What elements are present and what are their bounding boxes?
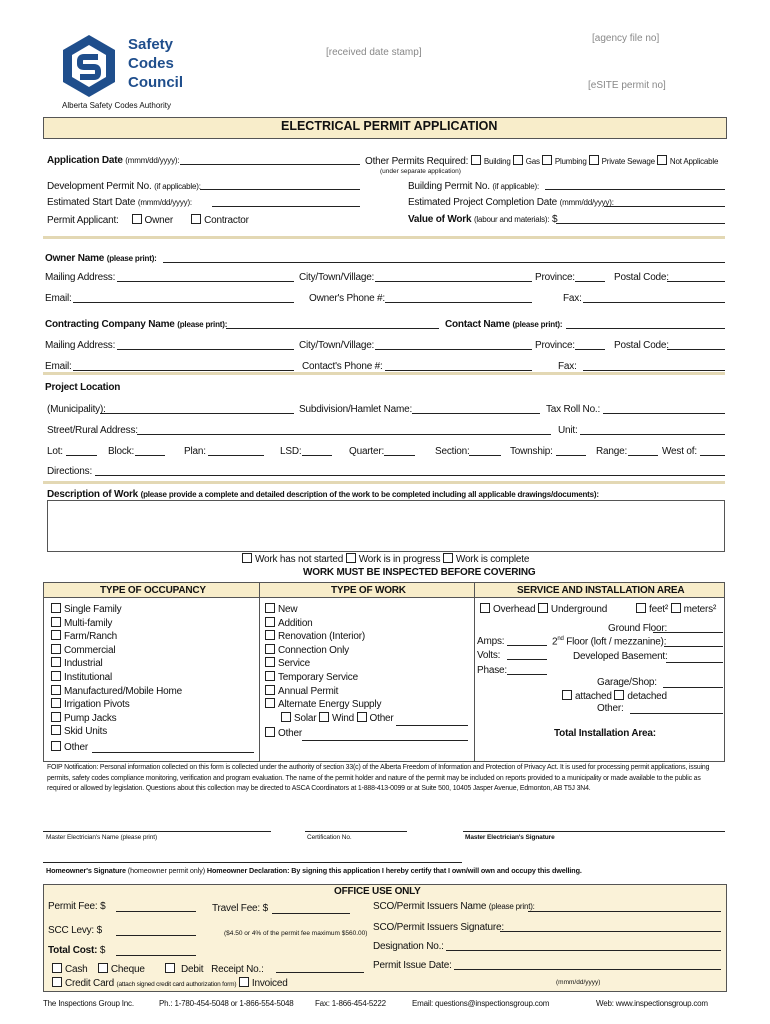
separate-application-note: (under separate application) [380, 168, 461, 175]
work-item[interactable] [265, 617, 394, 631]
contractor-postal-field[interactable] [667, 349, 725, 350]
occupancy-checkbox[interactable] [51, 617, 61, 627]
owner-city-field[interactable] [375, 281, 532, 282]
section-divider [43, 481, 725, 484]
est-completion-format: (mmm/dd/yyyy): [559, 198, 614, 207]
contact-name-label: Contact Name [445, 319, 510, 330]
occupancy-checkbox[interactable] [51, 725, 61, 735]
value-work-note: (labour and materials): [473, 215, 550, 224]
municipality-label: (Municipality): [47, 404, 106, 415]
occupancy-checkbox[interactable] [51, 630, 61, 640]
issue-date-field[interactable] [454, 969, 721, 970]
occupancy-checkbox[interactable] [51, 712, 61, 722]
footer-email[interactable]: Email: questions@inspectionsgroup.com [412, 999, 550, 1008]
feet-checkbox[interactable] [636, 603, 646, 613]
permit-na-label: Not Applicable [669, 157, 719, 166]
app-date-label: Application Date [47, 155, 123, 166]
work-other-field[interactable] [302, 740, 468, 741]
travel-fee-dollar: $ [262, 903, 268, 914]
volts-field[interactable] [507, 659, 547, 660]
work-item[interactable] [265, 698, 394, 712]
work-label: Alternate Energy Supply [278, 699, 382, 711]
cash-label: Cash [65, 964, 88, 975]
cheque-label: Cheque [110, 964, 145, 975]
quarter-label: Quarter: [349, 446, 385, 457]
directions-label: Directions: [47, 466, 93, 477]
contact-name-field[interactable] [566, 328, 725, 329]
levy-note: ($4.50 or 4% of the permit fee maximum $560.00) [224, 930, 368, 937]
logo [60, 33, 190, 103]
basement-label: Developed Basement: [573, 651, 668, 662]
ground-floor-label: Ground Floor: [608, 623, 668, 634]
credit-card-note: (attach signed credit card authorization form) [116, 981, 237, 988]
work-header: TYPE OF WORK [331, 585, 406, 596]
service-header: SERVICE AND INSTALLATION AREA [517, 585, 685, 596]
work-item[interactable] [265, 685, 394, 699]
occupancy-item[interactable] [51, 712, 182, 726]
work-complete-checkbox[interactable] [443, 553, 453, 563]
work-item[interactable] [265, 657, 394, 671]
value-dollar-sign: $ [551, 214, 558, 225]
overhead-checkbox[interactable] [480, 603, 490, 613]
detached-checkbox[interactable] [614, 690, 624, 700]
logo-text-2: Codes [128, 55, 174, 72]
work-in-progress-checkbox[interactable] [346, 553, 356, 563]
energy-other-label: Other [369, 712, 394, 724]
inspection-notice: WORK MUST BE INSPECTED BEFORE COVERING [303, 567, 536, 578]
ground-floor-field[interactable] [653, 632, 723, 633]
cert-no-caption: Certification No. [307, 834, 352, 841]
section-field[interactable] [469, 455, 501, 456]
master-name-caption: Master Electrician's Name (please print) [46, 834, 158, 841]
wind-label: Wind [331, 712, 354, 724]
work-other-label: Other [278, 728, 303, 740]
building-permit-label: Building Permit No. [408, 181, 490, 192]
work-label: Annual Permit [278, 685, 339, 697]
second-floor-sup: nd [557, 636, 564, 642]
scc-levy-field[interactable] [116, 935, 196, 936]
volts-label: Volts: [477, 650, 501, 661]
work-item[interactable] [265, 603, 394, 617]
phase-field[interactable] [507, 674, 547, 675]
occupancy-label: Industrial [64, 658, 103, 670]
west-of-label: West of: [662, 446, 697, 457]
invoiced-label: Invoiced [251, 978, 288, 989]
amps-field[interactable] [507, 645, 547, 646]
amps-label: Amps: [477, 636, 505, 647]
work-label: Connection Only [278, 644, 349, 656]
occupancy-item[interactable] [51, 617, 182, 631]
occupancy-item[interactable] [51, 603, 182, 617]
owner-email-field[interactable] [73, 302, 294, 303]
contractor-city-label: City/Town/Village: [299, 340, 375, 351]
area-other-field[interactable] [630, 713, 723, 714]
west-of-field[interactable] [700, 455, 725, 456]
section-divider [43, 372, 725, 375]
permit-applicant-label: Permit Applicant: [47, 215, 119, 226]
work-checkbox[interactable] [265, 617, 275, 627]
range-field[interactable] [628, 455, 658, 456]
occupancy-checkbox[interactable] [51, 657, 61, 667]
sco-name-field[interactable] [528, 911, 721, 912]
occupancy-checkbox[interactable] [51, 698, 61, 708]
permit-fee-label: Permit Fee: [48, 901, 98, 912]
owner-fax-field[interactable] [583, 302, 725, 303]
permit-gas-label: Gas [525, 157, 540, 166]
total-cost-label: Total Cost: [48, 945, 98, 956]
energy-other-checkbox[interactable] [357, 712, 367, 722]
occupancy-label: Multi-family [64, 617, 113, 629]
sco-name-label: SCO/Permit Issuers Name [373, 901, 487, 912]
street-field[interactable] [137, 434, 551, 435]
plan-field[interactable] [208, 455, 264, 456]
tax-roll-field[interactable] [603, 413, 725, 414]
meters-checkbox[interactable] [671, 603, 681, 613]
owner-postal-label: Postal Code: [614, 272, 669, 283]
owner-postal-field[interactable] [667, 281, 725, 282]
footer-fax: Fax: 1-866-454-5222 [315, 999, 386, 1008]
owner-mailing-field[interactable] [117, 281, 294, 282]
app-date-format: (mmm/dd/yyyy): [125, 156, 180, 165]
energy-other-field[interactable] [396, 725, 468, 726]
sco-name-note: (please print): [488, 902, 535, 911]
foip-notice: FOIP Notification: Personal information collected on this form is collected under the authority of section 33(c) of the Alberta Freedom of Information and Protection of Privacy Act. It is used for processing permit applications, issuing permits, safety codes compliance monitoring, verification and program evaluation. The name of the permit holder and nature of the permit may be included on reports provided to a municipality or made available to the public as required or allowed by legislation. Questions about this collection may be directed to ASCA Coordinators at 1-888-413-0099 or at Suite 500, 10405 Jasper Avenue, Edmonton, AB T5J 3N4. [47, 764, 710, 792]
applicant-owner-label: Owner [144, 215, 174, 226]
lot-label: Lot: [47, 446, 63, 457]
table-col-divider-2 [474, 582, 475, 761]
dev-permit-label: Development Permit No. [47, 181, 152, 192]
office-use-heading: OFFICE USE ONLY [334, 886, 421, 897]
credit-card-checkbox[interactable] [52, 977, 62, 987]
work-list [265, 603, 394, 741]
total-cost-dollar: $ [99, 945, 106, 956]
authority-text: Alberta Safety Codes Authority [62, 101, 171, 110]
total-cost-field[interactable] [116, 955, 196, 956]
owner-name-label: Owner Name [45, 253, 105, 264]
est-start-label: Estimated Start Date [47, 197, 136, 208]
work-checkbox[interactable] [265, 685, 275, 695]
page-title: ELECTRICAL PERMIT APPLICATION [281, 119, 498, 133]
agency-file-no: [agency file no] [592, 33, 660, 44]
contractor-fax-field[interactable] [583, 370, 725, 371]
table-col-divider-1 [259, 582, 260, 761]
est-start-format: (mmm/dd/yyyy): [137, 198, 192, 207]
directions-field[interactable] [95, 475, 725, 476]
energy-options [265, 712, 394, 726]
quarter-field[interactable] [384, 455, 415, 456]
wind-checkbox[interactable] [319, 712, 329, 722]
applicant-contractor-label: Contractor [204, 215, 249, 226]
project-location-heading: Project Location [45, 382, 121, 393]
range-label: Range: [596, 446, 628, 457]
street-label: Street/Rural Address: [47, 425, 138, 436]
section-label: Section: [435, 446, 470, 457]
work-checkbox[interactable] [265, 698, 275, 708]
travel-fee-label: Travel Fee: [212, 903, 261, 914]
designation-field[interactable] [446, 950, 721, 951]
logo-text-3: Council [128, 74, 183, 91]
contractor-phone-field[interactable] [385, 370, 532, 371]
cert-no-field[interactable] [305, 831, 407, 832]
detached-label: detached [627, 691, 667, 702]
applicant-contractor-checkbox[interactable] [191, 214, 201, 224]
subdivision-label: Subdivision/Hamlet Name: [299, 404, 413, 415]
credit-card-label: Credit Card [65, 978, 114, 989]
cash-checkbox[interactable] [52, 963, 62, 973]
work-not-started-checkbox[interactable] [242, 553, 252, 563]
footer-company: The Inspections Group Inc. [43, 999, 134, 1008]
building-permit-note: (if applicable): [492, 182, 539, 191]
work-in-progress-label: Work is in progress [358, 554, 441, 565]
owner-fax-label: Fax: [563, 293, 582, 304]
occupancy-list [51, 603, 182, 755]
overhead-label: Overhead [493, 604, 536, 615]
permit-sewage-checkbox[interactable] [589, 155, 599, 165]
contractor-email-label: Email: [45, 361, 72, 372]
designation-label: Designation No.: [373, 941, 444, 952]
owner-phone-label: Owner's Phone #: [309, 293, 385, 304]
occupancy-item[interactable] [51, 644, 182, 658]
area-other-label: Other: [597, 703, 624, 714]
owner-province-label: Province: [535, 272, 575, 283]
work-complete-label: Work is complete [455, 554, 530, 565]
app-date-field[interactable] [180, 164, 360, 165]
master-signature-field[interactable] [463, 831, 725, 832]
contractor-province-label: Province: [535, 340, 575, 351]
building-permit-field[interactable] [545, 189, 725, 190]
company-name-label: Contracting Company Name [45, 319, 175, 330]
occupancy-header: TYPE OF OCCUPANCY [100, 585, 206, 596]
solar-checkbox[interactable] [281, 712, 291, 722]
occupancy-label: Commercial [64, 644, 116, 656]
homeowner-declaration: Homeowner Declaration: By signing this application I hereby certify that I own/will own and occupy this dwelling. [206, 866, 582, 875]
company-name-note: (please print): [177, 320, 228, 329]
occupancy-other-field[interactable] [92, 752, 254, 753]
block-label: Block: [108, 446, 135, 457]
contact-name-note: (please print): [512, 320, 563, 329]
receipt-label: Receipt No.: [211, 964, 264, 975]
description-note: (please provide a complete and detailed description of the work to be completed including all applicable drawings/documents): [140, 490, 599, 499]
work-item[interactable] [265, 671, 394, 685]
esite-permit-no: [eSITE permit no] [588, 80, 666, 91]
work-label: Temporary Service [278, 671, 358, 683]
master-name-field[interactable] [43, 831, 271, 832]
issue-date-label: Permit Issue Date: [373, 960, 452, 971]
contractor-province-field[interactable] [575, 349, 605, 350]
permit-plumbing-label: Plumbing [554, 157, 587, 166]
owner-city-label: City/Town/Village: [299, 272, 375, 283]
basement-field[interactable] [666, 662, 723, 663]
permit-fee-dollar: $ [100, 901, 106, 912]
garage-field[interactable] [663, 687, 723, 688]
permit-fee-field[interactable] [116, 911, 196, 912]
cheque-checkbox[interactable] [98, 963, 108, 973]
dev-permit-field[interactable] [200, 189, 360, 190]
owner-name-note: (please print): [106, 254, 157, 263]
other-permits-label: Other Permits Required: [365, 156, 469, 167]
second-floor-label-a: 2 [552, 636, 558, 648]
occupancy-item[interactable] [51, 725, 182, 739]
work-label: Renovation (Interior) [278, 631, 365, 643]
occupancy-label: Farm/Ranch [64, 631, 118, 643]
applicant-owner-checkbox[interactable] [132, 214, 142, 224]
contractor-email-field[interactable] [73, 370, 294, 371]
value-work-label: Value of Work [408, 214, 472, 225]
occupancy-label: Manufactured/Mobile Home [64, 685, 183, 697]
work-checkbox[interactable] [265, 644, 275, 654]
work-checkbox[interactable] [265, 603, 275, 613]
occupancy-label: Institutional [64, 671, 112, 683]
dev-permit-note: (if applicable): [154, 182, 201, 191]
occupancy-checkbox[interactable] [51, 741, 61, 751]
occupancy-label: Single Family [64, 604, 122, 615]
feet-label: feet² [649, 604, 669, 615]
township-label: Township: [510, 446, 553, 457]
work-checkbox[interactable] [265, 671, 275, 681]
occupancy-label: Other [64, 741, 89, 753]
section-divider [43, 236, 725, 239]
lsd-field[interactable] [302, 455, 332, 456]
contractor-fax-label: Fax: [558, 361, 577, 372]
work-checkbox[interactable] [265, 657, 275, 667]
est-completion-field[interactable] [604, 206, 725, 207]
work-label: Service [278, 658, 310, 670]
owner-email-label: Email: [45, 293, 72, 304]
occupancy-item[interactable] [51, 671, 182, 685]
description-textarea[interactable] [47, 500, 725, 552]
owner-phone-field[interactable] [385, 302, 532, 303]
debit-checkbox[interactable] [165, 963, 175, 973]
occupancy-label: Skid Units [64, 726, 108, 738]
work-other-checkbox[interactable] [265, 727, 275, 737]
occupancy-item[interactable] [51, 657, 182, 671]
occupancy-item[interactable] [51, 698, 182, 712]
scc-levy-label: SCC Levy: [48, 925, 94, 936]
plan-label: Plan: [184, 446, 206, 457]
work-item[interactable] [265, 727, 394, 741]
meters-label: meters² [683, 604, 717, 615]
occupancy-item[interactable] [51, 685, 182, 699]
sco-signature-field[interactable] [500, 931, 721, 932]
solar-label: Solar [294, 712, 317, 724]
phase-label: Phase: [477, 665, 507, 676]
debit-label: Debit [180, 964, 204, 975]
description-label: Description of Work [47, 489, 139, 500]
lot-field[interactable] [66, 455, 97, 456]
attached-checkbox[interactable] [562, 690, 572, 700]
township-field[interactable] [556, 455, 586, 456]
invoiced-checkbox[interactable] [239, 977, 249, 987]
permit-plumbing-checkbox[interactable] [542, 155, 552, 165]
contractor-mailing-label: Mailing Address: [45, 340, 116, 351]
work-item[interactable] [265, 644, 394, 658]
received-date-stamp: [received date stamp] [326, 47, 422, 58]
second-floor-label-b: Floor (loft / mezzanine): [563, 636, 667, 648]
contractor-postal-label: Postal Code: [614, 340, 669, 351]
attached-label: attached [575, 691, 612, 702]
owner-province-field[interactable] [575, 281, 605, 282]
permit-building-label: Building [483, 157, 511, 166]
permit-na-checkbox[interactable] [657, 155, 667, 165]
scc-levy-dollar: $ [96, 925, 102, 936]
lsd-label: LSD: [280, 446, 302, 457]
est-completion-label: Estimated Project Completion Date [408, 197, 558, 208]
occupancy-item[interactable] [51, 630, 182, 644]
block-field[interactable] [135, 455, 165, 456]
occupancy-label: Irrigation Pivots [64, 699, 130, 711]
homeowner-signature-caption: Homeowner's Signature [46, 866, 126, 875]
contractor-mailing-field[interactable] [117, 349, 294, 350]
tax-roll-label: Tax Roll No.: [546, 404, 601, 415]
underground-label: Underground [550, 604, 608, 615]
owner-mailing-label: Mailing Address: [45, 272, 116, 283]
permit-sewage-label: Private Sewage [601, 157, 655, 166]
travel-fee-field[interactable] [272, 913, 350, 914]
unit-field[interactable] [580, 434, 725, 435]
homeowner-signature-field[interactable] [43, 862, 462, 863]
issue-date-format: (mmm/dd/yyyy) [556, 979, 601, 986]
occupancy-checkbox[interactable] [51, 671, 61, 681]
logo-text-1: Safety [128, 36, 174, 53]
est-start-field[interactable] [212, 206, 360, 207]
homeowner-signature-note: (homeowner permit only) [127, 866, 205, 875]
underground-checkbox[interactable] [538, 603, 548, 613]
work-checkbox[interactable] [265, 630, 275, 640]
value-work-field[interactable] [556, 223, 725, 224]
unit-label: Unit: [558, 425, 578, 436]
work-not-started-label: Work has not started [255, 554, 344, 565]
garage-label: Garage/Shop: [597, 677, 657, 688]
total-area-label: Total Installation Area: [554, 728, 656, 739]
sco-signature-label: SCO/Permit Issuers Signature: [373, 922, 504, 933]
second-floor-field[interactable] [664, 646, 723, 647]
company-name-field[interactable] [226, 328, 439, 329]
permit-building-checkbox[interactable] [471, 155, 481, 165]
receipt-field[interactable] [276, 972, 364, 973]
occupancy-checkbox[interactable] [51, 603, 61, 613]
work-item[interactable] [265, 630, 394, 644]
work-label: New [278, 604, 298, 615]
municipality-field[interactable] [100, 413, 294, 414]
safety-codes-logo-icon [60, 33, 118, 99]
owner-name-field[interactable] [163, 262, 725, 263]
permit-gas-checkbox[interactable] [513, 155, 523, 165]
occupancy-checkbox[interactable] [51, 644, 61, 654]
contractor-city-field[interactable] [375, 349, 532, 350]
work-label: Addition [278, 617, 313, 629]
occupancy-checkbox[interactable] [51, 685, 61, 695]
footer-web[interactable]: Web: www.inspectionsgroup.com [596, 999, 708, 1008]
footer-phone: Ph.: 1-780-454-5048 or 1-866-554-5048 [159, 999, 294, 1008]
occupancy-label: Pump Jacks [64, 712, 117, 724]
contractor-phone-label: Contact's Phone #: [302, 361, 383, 372]
subdivision-field[interactable] [412, 413, 540, 414]
master-signature-caption: Master Electrician's Signature [465, 834, 555, 841]
